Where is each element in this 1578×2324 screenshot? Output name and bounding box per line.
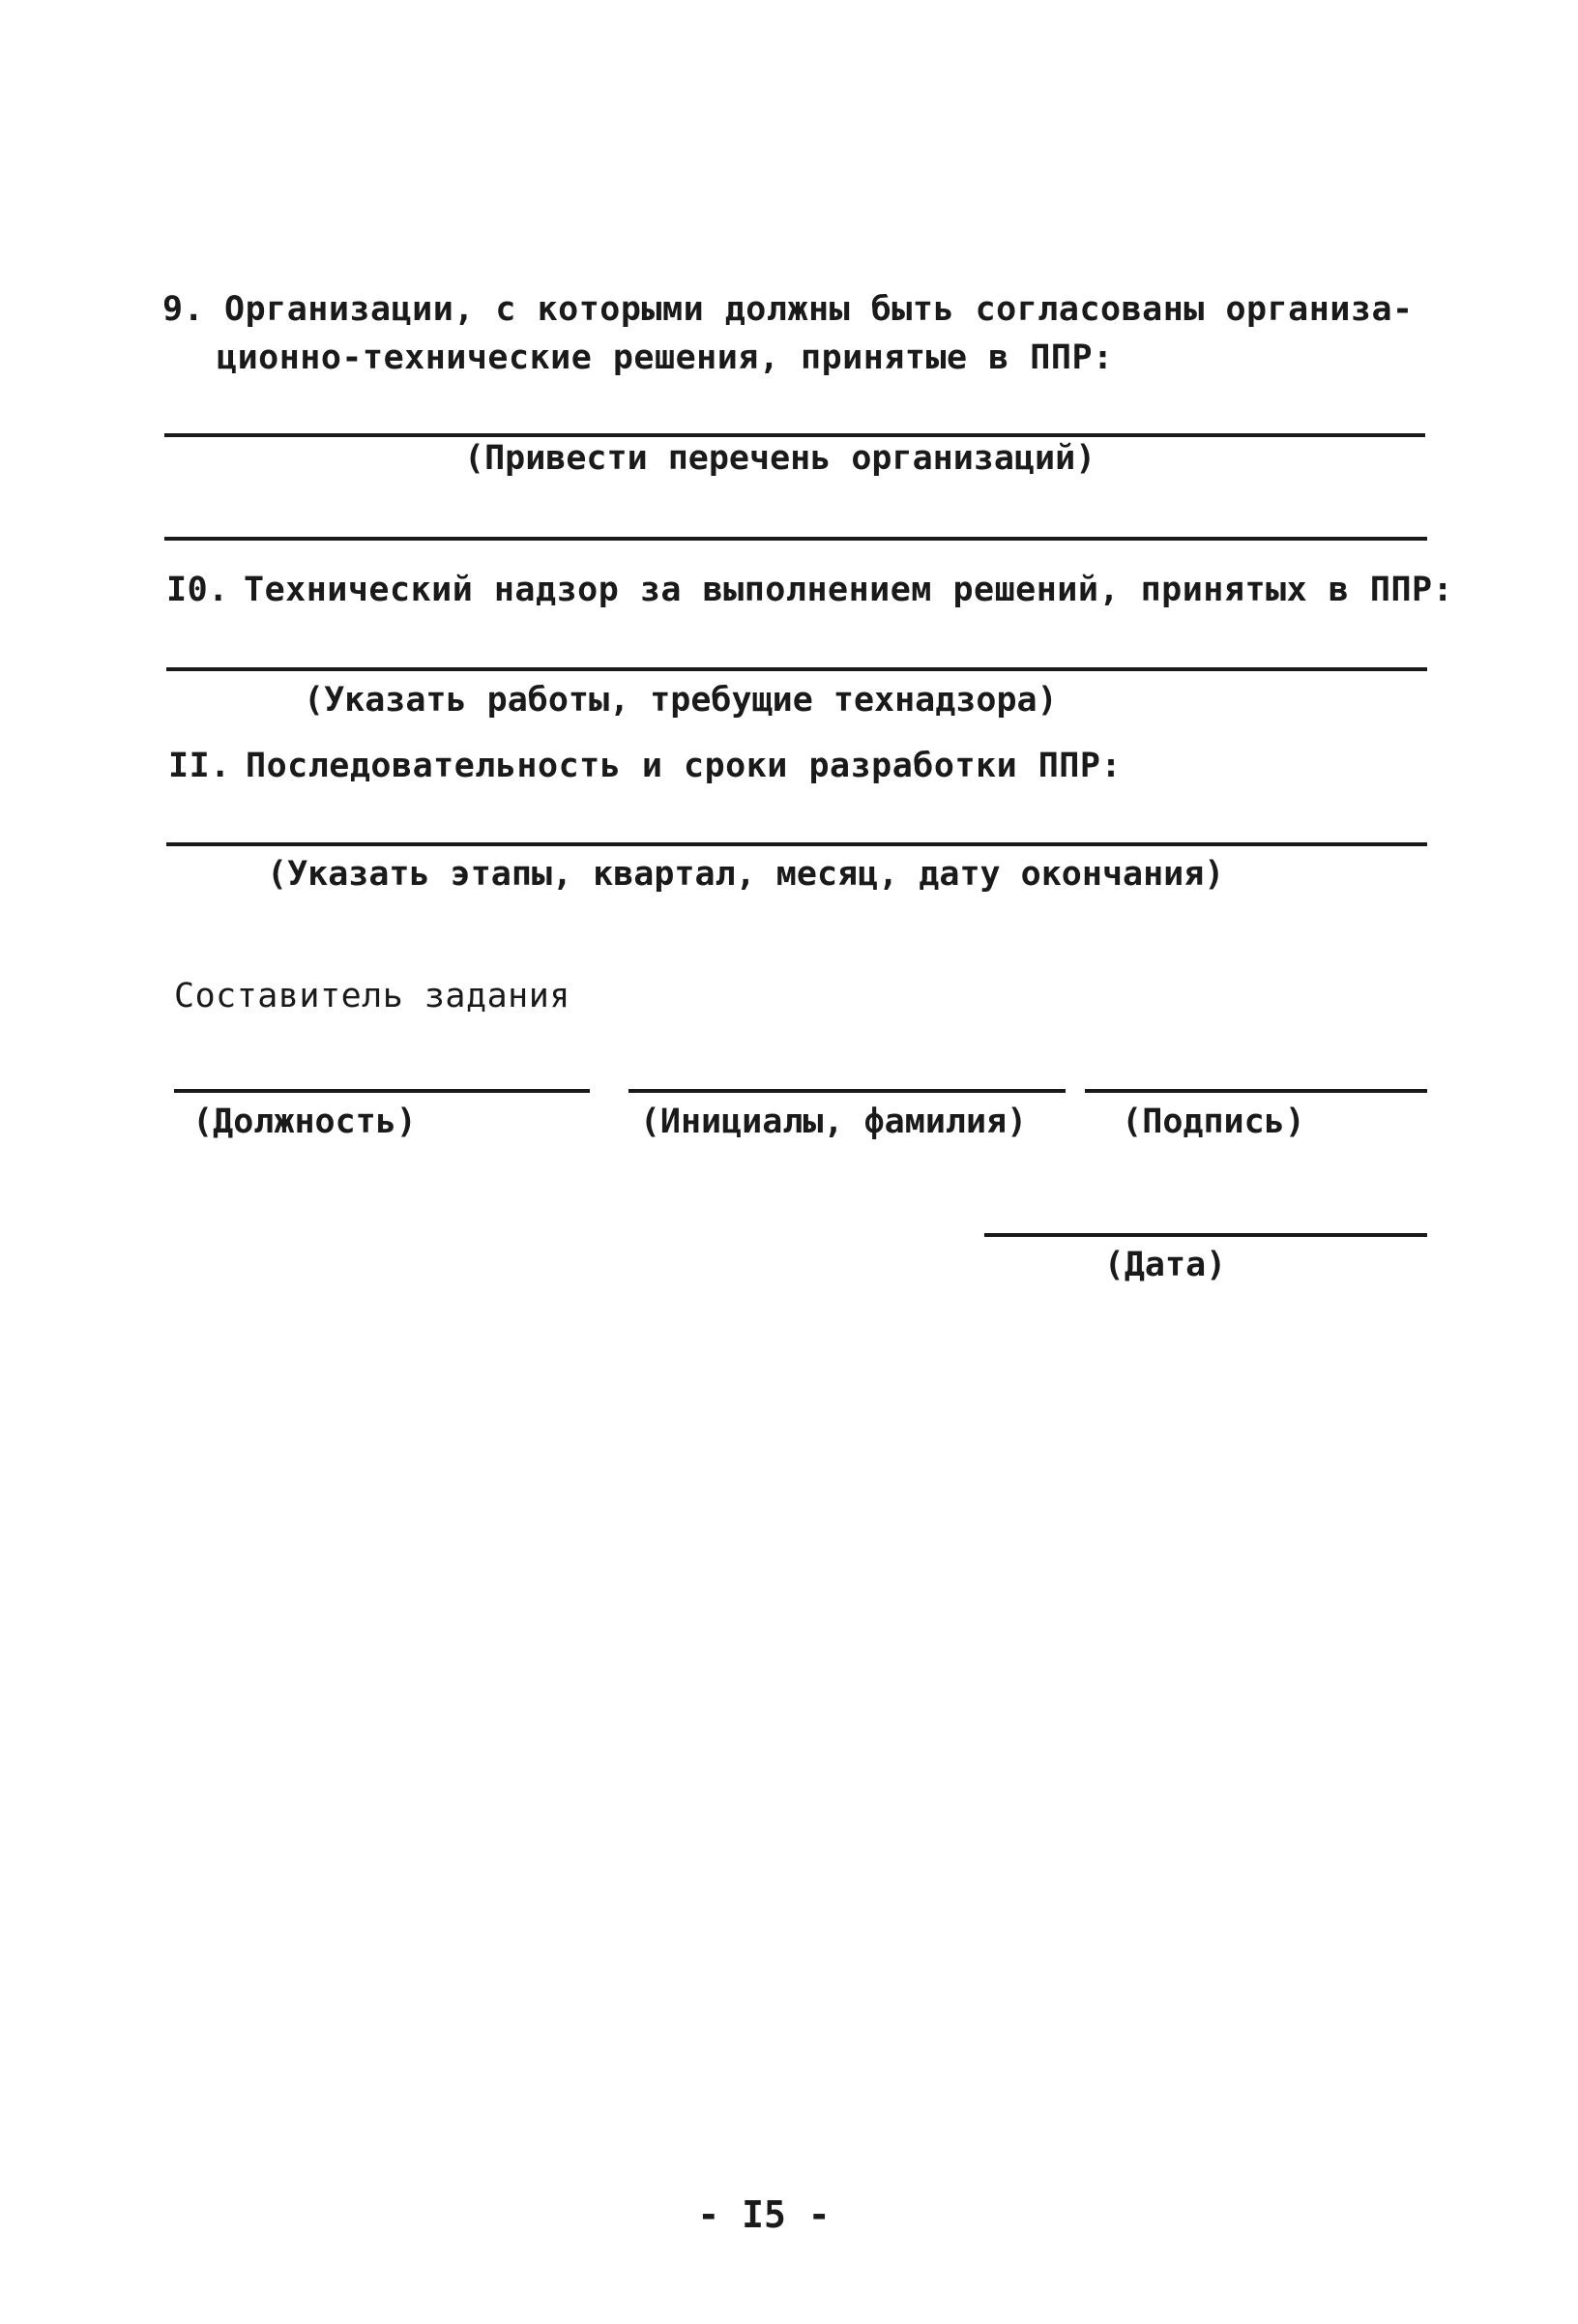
- item-11-text: Последовательность и сроки разработки ППР:: [246, 747, 1123, 785]
- position-caption: (Должность): [192, 1103, 417, 1141]
- name-blank-line[interactable]: [628, 1089, 1066, 1093]
- item-10-caption: (Указать работы, требущие технадзора): [304, 681, 1058, 720]
- item-10-number: I0.: [166, 571, 229, 609]
- name-caption: (Инициалы, фамилия): [639, 1103, 1028, 1141]
- item-9-line-1: Организации, с которыми должны быть согласованы организа-: [224, 290, 1414, 329]
- date-caption: (Дата): [1103, 1246, 1227, 1284]
- item-10-blank-line[interactable]: [166, 667, 1427, 671]
- item-11-caption: (Указать этапы, квартал, месяц, дату окончания): [267, 855, 1225, 894]
- item-11-number: II.: [168, 747, 231, 785]
- compiler-heading: Составитель задания: [174, 977, 570, 1015]
- item-10-text: Технический надзор за выполнением решений, принятых в ППР:: [244, 571, 1454, 609]
- item-9-blank-line-2[interactable]: [164, 537, 1427, 541]
- item-9-number: 9.: [162, 290, 205, 329]
- item-9-blank-line-1[interactable]: [164, 433, 1425, 437]
- position-blank-line[interactable]: [174, 1089, 590, 1093]
- item-11-blank-line[interactable]: [166, 842, 1427, 846]
- signature-caption: (Подпись): [1122, 1103, 1305, 1141]
- page-number: - I5 -: [697, 2193, 831, 2236]
- date-blank-line[interactable]: [984, 1233, 1427, 1237]
- item-9-caption: (Привести перечень организаций): [464, 439, 1096, 478]
- signature-blank-line[interactable]: [1085, 1089, 1427, 1093]
- item-9-line-2: ционно-технические решения, принятые в ППР:: [217, 338, 1114, 377]
